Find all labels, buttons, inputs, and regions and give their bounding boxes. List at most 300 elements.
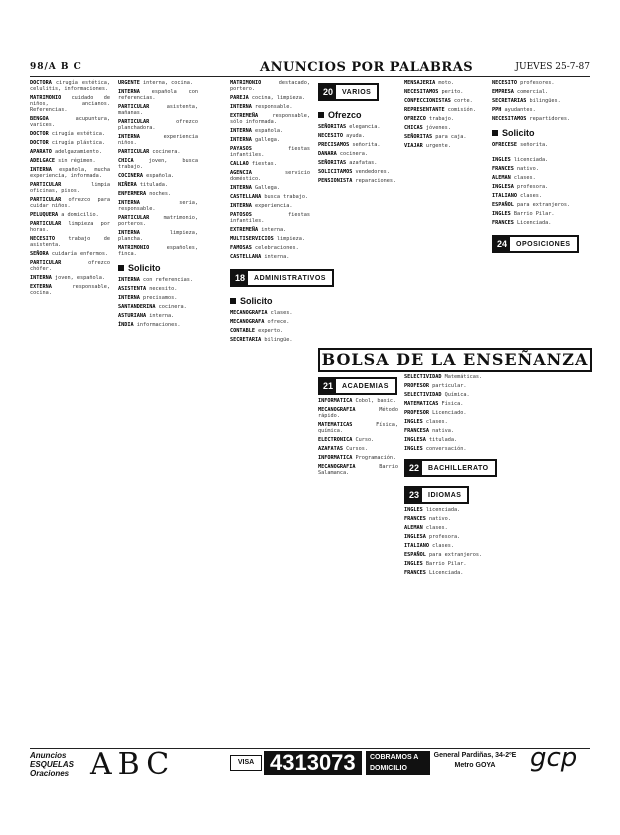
ad-keyword: INGLES [492, 157, 514, 163]
ad-text: destacado, portero. [230, 80, 310, 92]
ad-text: jóvenes. [425, 125, 451, 131]
classified-ad [230, 80, 310, 92]
classified-ad [118, 322, 198, 328]
classified-ad [404, 419, 484, 425]
classified-ad [404, 392, 484, 398]
ad-keyword: INGLESA [492, 184, 517, 190]
ad-keyword: FRANCES [404, 516, 429, 522]
ad-text: cirugía estética, celulitis, informaciones. [30, 80, 110, 92]
ad-text: españoles, finca. [118, 245, 198, 257]
abc-logo: ABC [90, 747, 176, 782]
ad-text: limpieza por horas. [30, 221, 110, 233]
classified-ad [230, 128, 310, 134]
section-idiomas: 23 IDIOMAS [404, 486, 469, 504]
ad-keyword: INTERNA [118, 89, 152, 95]
ad-keyword: SEÑORITAS [318, 160, 350, 166]
column-5 [404, 80, 484, 340]
section-administrativos: 18 ADMINISTRATIVOS [230, 269, 334, 287]
ad-keyword: FRANCES [492, 220, 517, 226]
ad-keyword: MATEMATICAS [404, 401, 442, 407]
ad-text: bilingües. [529, 98, 561, 104]
ad-keyword: CASTELLANA [230, 254, 265, 260]
classified-ad [30, 116, 110, 128]
ad-text: Cursos. [346, 446, 368, 452]
ad-keyword: EMPRESA [492, 89, 517, 95]
ad-text: para extranjeros. [429, 552, 483, 558]
ad-text: busca trabajo. [264, 194, 309, 200]
classified-ad [118, 149, 198, 155]
ad-text: cuidado de niños, ancianos. Referencias. [30, 95, 110, 113]
classified-ad [404, 534, 484, 540]
ad-text: interna. [149, 313, 175, 319]
ad-text: joven, busca trabajo. [118, 158, 198, 170]
ad-text: clases. [520, 193, 542, 199]
ad-keyword: PARTICULAR [118, 119, 177, 125]
ad-keyword: INGLES [404, 561, 426, 567]
ad-text: corte. [453, 98, 473, 104]
classified-ad [118, 313, 198, 319]
classified-ad [318, 151, 398, 157]
classified-ad [404, 116, 484, 122]
ad-keyword: DOCTORA [30, 80, 56, 86]
ad-keyword: FRANCES [492, 166, 517, 172]
square-icon [492, 130, 498, 136]
classified-ad [230, 194, 310, 200]
ad-keyword: ÍNDIA [118, 322, 137, 328]
ad-keyword: CONTABLE [230, 328, 259, 334]
ad-keyword: INTERNA [118, 230, 170, 236]
ad-text: experto. [258, 328, 284, 334]
ad-text: seria, responsable. [118, 200, 198, 212]
ad-text: adelgazamiento. [55, 149, 102, 155]
classified-ad [404, 125, 484, 131]
classified-ad [318, 464, 398, 476]
classified-ad [30, 140, 110, 146]
classified-ad [404, 561, 484, 567]
ad-keyword: VIAJAR [404, 143, 426, 149]
column-6 [492, 80, 572, 745]
classified-ad [230, 245, 310, 251]
ad-text: gallega. [255, 137, 280, 143]
ad-text: sin régimen. [58, 158, 96, 164]
ad-text: interna, cocina. [143, 80, 193, 86]
classified-ad [230, 95, 310, 101]
ad-keyword: INGLES [492, 211, 514, 217]
ad-text: asistenta, mañanas. [118, 104, 198, 116]
classified-ad [230, 161, 310, 167]
classified-ad [492, 157, 572, 163]
ad-keyword: EXTREMEÑA [230, 113, 273, 119]
classified-ad [230, 185, 310, 191]
ad-keyword: INGLES [404, 507, 426, 513]
classified-ad [230, 104, 310, 110]
classified-ad [118, 182, 198, 188]
ad-text: Matemáticas. [444, 374, 483, 380]
classified-ad [404, 516, 484, 522]
ad-keyword: DOCTOR [30, 140, 52, 146]
classified-ad [492, 202, 572, 208]
ad-text: titulada. [429, 437, 458, 443]
classified-ad [318, 178, 398, 184]
classified-ad [492, 166, 572, 172]
ad-keyword: SEÑORITAS [404, 134, 436, 140]
ad-text: española, mucha experiencia, informada. [30, 167, 110, 179]
section-academias: 21 ACADEMIAS [318, 377, 397, 395]
ad-keyword: INTERNA [230, 137, 255, 143]
ad-keyword: PARTICULAR [30, 221, 69, 227]
footer-anuncios: Anuncios ESQUELAS Oraciones [30, 751, 75, 778]
ad-keyword: INTERNA [230, 104, 255, 110]
ad-keyword: PARTICULAR [30, 182, 92, 188]
classified-ad [30, 167, 110, 179]
classified-ad [30, 284, 110, 296]
classified-ad [492, 211, 572, 217]
ad-keyword: BENGOA [30, 116, 76, 122]
ad-text: Programación. [355, 455, 397, 461]
ad-keyword: INTERNA [230, 128, 255, 134]
classified-ad [30, 131, 110, 137]
ad-keyword: MATEMATICAS [318, 422, 377, 428]
ad-text: española. [255, 128, 284, 134]
ad-keyword: SANTANDERINA [118, 304, 159, 310]
classified-ad [118, 134, 198, 146]
ad-keyword: INGLESA [404, 437, 429, 443]
cobramos-badge: COBRAMOS A DOMICILIO [366, 751, 430, 775]
ad-text: vendedores. [355, 169, 390, 175]
ad-text: bilingüe. [264, 337, 293, 343]
ad-keyword: AGENCIA [230, 170, 285, 176]
classified-ad [118, 158, 198, 170]
ad-keyword: CHICAS [404, 125, 426, 131]
ad-keyword: NECESITO [318, 133, 347, 139]
classified-ad [492, 89, 572, 95]
solicito-heading: Solicito [230, 296, 310, 306]
ad-text: fiestas. [251, 161, 277, 167]
ad-keyword: CHICA [118, 158, 149, 164]
classified-ad [404, 80, 484, 86]
ad-keyword: SOLICITAMOS [318, 169, 356, 175]
classified-ad [492, 184, 572, 190]
classified-ad [404, 383, 484, 389]
ad-keyword: ENFERMERA [118, 191, 150, 197]
ad-keyword: PROFESOR [404, 383, 433, 389]
ad-keyword: INTERNA [118, 277, 143, 283]
classified-ad [404, 446, 484, 452]
classified-ad [30, 80, 110, 92]
classified-ad [404, 507, 484, 513]
ad-text: ofrezco para cuidar niños. [30, 197, 110, 209]
ad-keyword: MULTISERVICIOS [230, 236, 277, 242]
section-varios: 20 VARIOS [318, 83, 379, 101]
ad-keyword: SELECTIVIDAD [404, 374, 445, 380]
ad-keyword: ALEMAN [404, 525, 426, 531]
ad-keyword: INTERNA [230, 185, 255, 191]
classified-ad [230, 227, 310, 233]
ad-text: ofrezco chófer. [30, 260, 110, 272]
ofrezco-heading: Ofrezco [318, 110, 398, 120]
ad-text: Gallega. [255, 185, 280, 191]
ad-keyword: SELECTIVIDAD [404, 392, 445, 398]
ad-text: interna. [264, 254, 290, 260]
ad-keyword: FRANCESA [404, 428, 433, 434]
classified-ad [404, 107, 484, 113]
classified-ad [318, 437, 398, 443]
ad-text: cocinera. [158, 304, 187, 310]
ad-text: Barrio Pilar. [425, 561, 467, 567]
ad-keyword: PARTICULAR [118, 104, 167, 110]
ad-keyword: ASISTENTA [118, 286, 150, 292]
classified-ad [492, 98, 572, 104]
classified-ad [118, 119, 198, 131]
ad-text: Química. [444, 392, 470, 398]
ad-text: cocina, limpieza. [251, 95, 305, 101]
classified-ad [118, 277, 198, 283]
classified-ad [118, 200, 198, 212]
classified-ad [230, 170, 310, 182]
classified-ad [318, 169, 398, 175]
ad-text: Física, química. [318, 422, 398, 434]
classified-ad [492, 175, 572, 181]
ad-keyword: CASTELLANA [230, 194, 265, 200]
classified-ad [30, 158, 110, 164]
ad-text: ofrece. [267, 319, 290, 325]
ad-keyword: INTERNA [118, 200, 180, 206]
classified-ad [318, 398, 398, 404]
ad-text: perito. [441, 89, 464, 95]
ad-keyword: ELECTRONICA [318, 437, 356, 443]
ad-keyword: PPH [492, 107, 505, 113]
ad-text: clases. [425, 525, 448, 531]
ad-keyword: CONFECCIONISTAS [404, 98, 454, 104]
classified-ad [404, 89, 484, 95]
ad-text: ayudantes. [504, 107, 536, 113]
classified-ad [492, 107, 572, 113]
ad-text: licenciada. [425, 507, 461, 513]
ad-text: fiestas infantiles. [230, 146, 310, 158]
ad-keyword: NECESITO [30, 236, 69, 242]
ad-text: cirugía plástica. [51, 140, 105, 146]
ad-keyword: EXTERNA [30, 284, 73, 290]
ad-keyword: PARTICULAR [30, 197, 69, 203]
ad-text: reparaciones. [355, 178, 397, 184]
classified-ad [30, 212, 110, 218]
ad-text: interna. [261, 227, 287, 233]
ad-keyword: DANARA [318, 151, 340, 157]
page-title: ANUNCIOS POR PALABRAS [260, 60, 474, 75]
ad-keyword: NECESITAMOS [492, 116, 530, 122]
ad-text: trabajo de asistenta. [30, 236, 110, 248]
square-icon [318, 112, 324, 118]
square-icon [230, 298, 236, 304]
classified-ad [118, 80, 198, 86]
ad-keyword: PENSIONISTA [318, 178, 356, 184]
ad-text: conversación. [425, 446, 467, 452]
ad-text: urgente. [425, 143, 451, 149]
classified-ad [404, 552, 484, 558]
ad-keyword: ESPAÑOL [492, 202, 517, 208]
page-header [30, 62, 590, 77]
ad-text: nativo. [429, 516, 451, 522]
ad-keyword: INTERNA [118, 295, 143, 301]
classified-ad [404, 543, 484, 549]
ad-text: fiestas infantiles. [230, 212, 310, 224]
classified-ad [118, 230, 198, 242]
classified-ad [318, 446, 398, 452]
classified-ad [318, 124, 398, 130]
ad-text: matrimonio, porteros. [118, 215, 198, 227]
classified-ad [30, 95, 110, 113]
ad-text: moto. [438, 80, 454, 86]
ad-keyword: FAMOSAS [230, 245, 255, 251]
classified-ad [318, 160, 398, 166]
ad-keyword: URGENTE [118, 80, 143, 86]
ad-keyword: PARTICULAR [30, 260, 89, 266]
ad-keyword: INTERNA [30, 275, 55, 281]
ad-text: clases. [432, 543, 454, 549]
ad-keyword: INFORMATICA [318, 455, 356, 461]
ad-text: responsable. [255, 104, 293, 110]
ad-keyword: OFREZCO [404, 116, 429, 122]
ad-text: señorita. [352, 142, 381, 148]
classified-ad [118, 245, 198, 257]
ad-keyword: MECANOGRAFIA [230, 310, 271, 316]
ad-text: limpia oficinas, pisos. [30, 182, 110, 194]
ad-keyword: OFRECESE [492, 142, 521, 148]
ad-text: clases. [425, 419, 448, 425]
classified-ad [230, 310, 310, 316]
ad-keyword: ASTURIANA [118, 313, 150, 319]
ad-text: limpieza. [276, 236, 305, 242]
ad-keyword: APARATO [30, 149, 55, 155]
classified-ad [492, 116, 572, 122]
ad-text: con referencias. [143, 277, 193, 283]
classified-ad [404, 98, 484, 104]
classified-ad [118, 286, 198, 292]
ad-keyword: INTERNA [118, 134, 164, 140]
ad-keyword: NECESITAMOS [404, 89, 442, 95]
page-date: JUEVES 25-7-87 [515, 62, 590, 72]
ad-text: responsable, sólo informada. [230, 113, 310, 125]
ad-keyword: MATRIMONIO [118, 245, 167, 251]
gcp-logo: gcp [530, 743, 578, 773]
ad-text: Física. [441, 401, 464, 407]
ad-text: noches. [149, 191, 172, 197]
ad-text: elegancia. [349, 124, 381, 130]
ad-keyword: MATRIMONIO [30, 95, 72, 101]
classified-ad [492, 80, 572, 86]
ad-keyword: FRANCES [404, 570, 429, 576]
ad-keyword: CALLAO [230, 161, 252, 167]
classified-ad [492, 193, 572, 199]
classified-ad [230, 254, 310, 260]
ad-keyword: INGLES [404, 419, 426, 425]
classified-ad [118, 104, 198, 116]
classified-ad [404, 437, 484, 443]
ad-text: profesores. [520, 80, 555, 86]
column-3 [230, 80, 326, 745]
ad-text: responsable, cocina. [30, 284, 110, 296]
classified-ad [118, 173, 198, 179]
bachillerato-column [404, 374, 489, 744]
classified-ad [318, 422, 398, 434]
ad-text: particular. [432, 383, 467, 389]
ad-text: para caja. [435, 134, 467, 140]
ad-text: repartidores. [529, 116, 571, 122]
solicito-heading: Solicito [118, 263, 198, 273]
ad-keyword: PARTICULAR [118, 149, 153, 155]
ad-text: informaciones. [136, 322, 181, 328]
ad-keyword: DOCTOR [30, 131, 52, 137]
column-4 [318, 80, 398, 340]
ad-text: Licenciado. [432, 410, 467, 416]
classified-ad [118, 89, 198, 101]
ad-keyword: REPRESENTANTE [404, 107, 448, 113]
ad-keyword: INFORMATICA [318, 398, 356, 404]
ad-text: profesora. [517, 184, 549, 190]
ad-keyword: ITALIANO [404, 543, 433, 549]
ad-keyword: ADELGACE [30, 158, 59, 164]
ad-text: profesora. [429, 534, 461, 540]
classified-ad [118, 215, 198, 227]
ad-keyword: INTERNA [230, 203, 255, 209]
classified-ad [230, 146, 310, 158]
section-bachillerato: 22 BACHILLERATO [404, 459, 497, 477]
ad-keyword: PELUQUERA [30, 212, 62, 218]
ad-keyword: SEÑORITAS [318, 124, 350, 130]
page-number: 98/A B C [30, 62, 82, 72]
ad-keyword: PATOSOS [230, 212, 289, 218]
footer-address: General Pardiñas, 34-2ºE Metro GOYA [433, 752, 517, 769]
ad-keyword: INTERNA [30, 167, 60, 173]
classified-ad [318, 142, 398, 148]
phone-number[interactable]: 4313073 [264, 751, 362, 775]
ad-keyword: ALEMAN [492, 175, 514, 181]
classified-ad [318, 455, 398, 461]
classified-ad [230, 212, 310, 224]
classified-ad [30, 275, 110, 281]
ad-keyword: ITALIANO [492, 193, 521, 199]
classified-ad [492, 220, 572, 226]
ad-keyword: SECRETARIAS [492, 98, 530, 104]
ad-keyword: EXTREMEÑA [230, 227, 262, 233]
ad-text: nativa. [432, 428, 454, 434]
classified-ad [230, 203, 310, 209]
ad-text: trabajo. [429, 116, 454, 122]
ad-keyword: NIÑERA [118, 182, 140, 188]
ad-text: Barrio Pilar. [513, 211, 555, 217]
ad-text: Licenciada. [429, 570, 464, 576]
classified-ad [404, 410, 484, 416]
classified-ad [404, 374, 484, 380]
ad-keyword: PRECISAMOS [318, 142, 353, 148]
bolsa-ensenanza-banner: BOLSA DE LA ENSEÑANZA [318, 348, 592, 372]
ad-keyword: COCINERA [118, 173, 147, 179]
ad-text: clases. [513, 175, 536, 181]
ad-keyword: NECESITO [492, 80, 521, 86]
ad-text: experiencia. [255, 203, 293, 209]
classified-ad [30, 221, 110, 233]
classified-ad [230, 319, 310, 325]
ad-text: ayuda. [346, 133, 365, 139]
ad-keyword: PROFESOR [404, 410, 433, 416]
classified-ad [318, 133, 398, 139]
ad-text: cuidaría enfermos. [51, 251, 109, 257]
section-oposiciones: 24 OPOSICIONES [492, 235, 579, 253]
ad-text: española. [146, 173, 175, 179]
ad-text: titulada. [139, 182, 168, 188]
ad-text: Barrio Salamanca. [318, 464, 398, 476]
column-1 [30, 80, 110, 745]
